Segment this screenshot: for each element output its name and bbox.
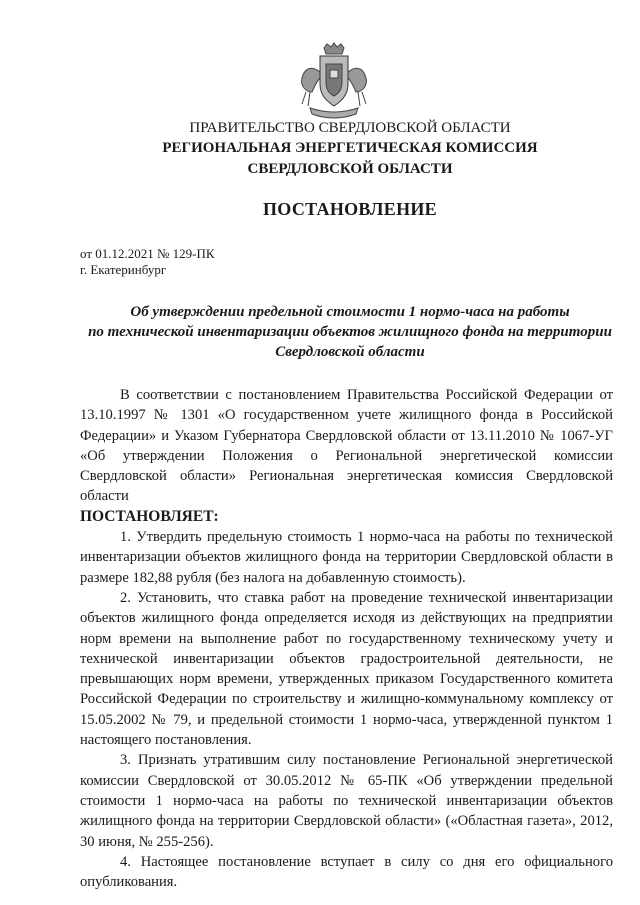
header-government: ПРАВИТЕЛЬСТВО СВЕРДЛОВСКОЙ ОБЛАСТИ xyxy=(189,120,511,136)
subject-line: Об утверждении предельной стоимости 1 нормо-часа на работы xyxy=(130,304,570,320)
coat-of-arms-icon xyxy=(296,42,372,120)
header-commission: РЕГИОНАЛЬНАЯ ЭНЕРГЕТИЧЕСКАЯ КОМИССИЯ xyxy=(162,140,538,156)
resolve-heading: ПОСТАНОВЛЯЕТ: xyxy=(80,507,219,525)
preamble-paragraph: В соответствии с постановлением Правительства Российской Федерации от 13.10.1997 № 1301 «О государственном учете жилищного фонда в Российской Федерации» и Указом Губернатора Свердловской области от 13.11.2010 № 1067-УГ «Об утверждении Положения о Региональной энергетической комиссии Свердловской области» Региональная энергетическая комиссия Свердловской области xyxy=(80,387,613,505)
document-subject xyxy=(80,302,620,362)
document-body xyxy=(80,385,613,892)
document-city: г. Екатеринбург xyxy=(80,262,167,277)
document-date-number: от 01.12.2021 № 129-ПК xyxy=(80,246,215,261)
clause-4: 4. Настоящее постановление вступает в силу со дня его официального опубликования. xyxy=(80,853,613,891)
clause-3: 3. Признать утратившим силу постановление Региональной энергетической комиссии Свердловской от 30.05.2012 № 65-ПК «Об утверждении предельной стоимости 1 нормо-часа на работы по технической инвентаризации объектов жилищного фонда на территории Свердловской области» («Областная газета», 2012, 30 июня, № 255-256). xyxy=(80,752,613,850)
header-region: СВЕРДЛОВСКОЙ ОБЛАСТИ xyxy=(247,161,453,177)
clause-1: 1. Утвердить предельную стоимость 1 нормо-часа на работы по технической инвентаризации объектов жилищного фонда на территории Свердловской области в размере 182,88 рубля (без налога на добавленную стоимость). xyxy=(80,529,613,586)
subject-line: по технической инвентаризации объектов жилищного фонда на территории xyxy=(88,324,612,340)
subject-line: Свердловской области xyxy=(275,344,425,360)
document-type: ПОСТАНОВЛЕНИЕ xyxy=(263,199,437,219)
clause-2: 2. Установить, что ставка работ на проведение технической инвентаризации объектов жилищного фонда определяется исходя из действующих на предприятии норм времени на выполнение работ по государственному техническому учету и технической инвентаризации объектов градостроительной деятельности, не превышающих норм времени, утвержденных приказом Государственного комитета Российской Федерации по строительству и жилищно-коммунальному комплексу от 15.05.2002 № 79, и предельной стоимости 1 нормо-часа, утвержденной пунктом 1 настоящего постановления. xyxy=(80,589,613,749)
